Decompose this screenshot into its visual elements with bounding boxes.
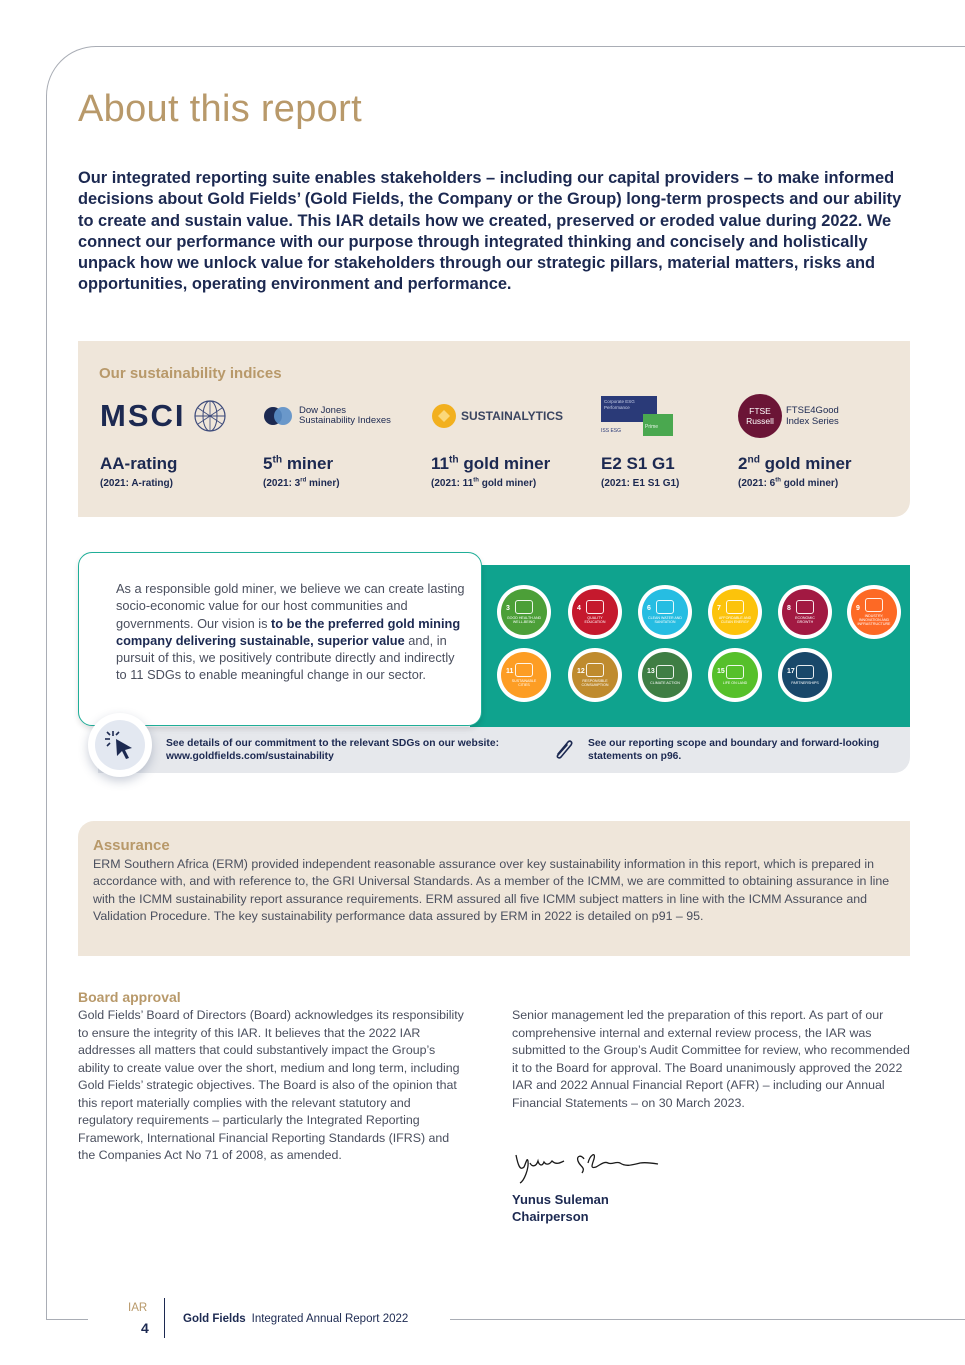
sdg-15-label: LIFE ON LAND (722, 681, 748, 685)
board-approval-col2: Senior management led the preparation of this report. As part of our comprehensive internal and external review process, the IAR was submitted to the Group’s Audit Committee for review, who recommended it to the Board for approval. The Board unanimously approved the 2022 IAR and 2022 Annual Financial Report (AFR) – including our Annual Financial Statements – on 30 March 2023. (512, 1008, 910, 1110)
sdg-7-icon (708, 585, 762, 639)
sdg-4-icon (568, 585, 622, 639)
index-iss-esg (601, 396, 679, 489)
frame-line-left (46, 95, 47, 1320)
iss-esg-rating: E2 S1 G1 (601, 454, 675, 473)
iss-esg-prior-rating: (2021: E1 S1 G1) (601, 478, 680, 489)
msci-rating: AA-rating (100, 454, 178, 473)
dow-jones-line2: Sustainability Indexes (299, 415, 391, 426)
sdg-8-glyph (796, 600, 814, 614)
sdg-11-icon (497, 648, 551, 702)
sdg-9-glyph (865, 598, 883, 612)
sdg-12-glyph (586, 663, 604, 677)
sdg-8-icon (778, 585, 832, 639)
sdg-6-badge (642, 589, 688, 635)
signer-role: Chairperson (512, 1209, 589, 1224)
index-dow-jones (263, 396, 391, 489)
sdg-9-badge (851, 589, 897, 635)
index-sustainalytics (431, 396, 563, 489)
footer-brand: Gold Fields Integrated Annual Report 2022 (183, 1313, 409, 1325)
sdg-13-badge (642, 652, 688, 698)
dow-jones-prior-rating: (2021: 3rd miner) (263, 477, 340, 489)
sdg-3-number: 3 (506, 605, 510, 612)
sdg-3-glyph (515, 600, 533, 614)
sdg-7-number: 7 (717, 605, 721, 612)
sdg-17-label: PARTNERSHIPS (791, 681, 819, 685)
sdg-13-icon (638, 648, 692, 702)
sdg-7-badge (712, 589, 758, 635)
sdg-3-label: GOOD HEALTH AND WELL-BEING (506, 616, 542, 624)
chairperson-signature (512, 1145, 662, 1185)
dow-jones-line1: Dow Jones (299, 405, 346, 416)
iss-esg-small: ISS ESG (601, 428, 622, 434)
ftse-rating: 2nd gold miner (738, 454, 852, 473)
sdg-4-label: QUALITY EDUCATION (584, 616, 606, 624)
footer-divider (164, 1298, 165, 1338)
ftse4good-line1: FTSE4Good (786, 405, 839, 416)
page-number: 4 (141, 1320, 149, 1336)
board-approval-col1: Gold Fields’ Board of Directors (Board) acknowledges its responsibility to ensure the integrity of this IAR. It believes that the 2022 IAR addresses all matters that could substantively impact the Group’s ability to create value over the short, medium and long term, including Gold Fields’ strategic objectives. The Board is also of the opinion that this report materially complies with the relevant statutory and regulatory requirements – particularly the Integrated Reporting Framework, International Financial Reporting Standards (IFRS) and the Companies Act No 71 of 2008, as amended. (78, 1008, 464, 1162)
vision-text: As a responsible gold miner, we believe we can create lasting socio-economic value for our host communities and governments. Our vision is to be the preferred gold mining company delivering sustainable, superior value and, in pursuit of this, we positively contribute directly and indirectly to 11 SDGs to enable meaningful change in our sector. (116, 581, 465, 683)
signer-block (512, 1191, 609, 1225)
sdg-6-number: 6 (647, 605, 651, 612)
iss-esg-logo (601, 396, 676, 436)
frame-line-bottom-left (46, 1319, 88, 1320)
sdg-15-glyph (726, 665, 744, 679)
board-approval-title: Board approval (78, 989, 181, 1005)
sustainability-indices-panel (78, 341, 910, 517)
sdg-8-label: ECONOMIC GROWTH (795, 616, 815, 624)
sdg-11-glyph (515, 663, 533, 677)
intro-paragraph: Our integrated reporting suite enables stakeholders – including our capital providers – to make informed decisions about Gold Fields’ (Gold Fields, the Company or the Group) long-term prospects and our ability to create and sustain value. This IAR details how we created, preserved or eroded value during 2022. We connect our performance with our purpose through integrated thinking and concisely and holistically unpack how we unlock value for stakeholders through our strategic pillars, material matters, risks and opportunities, operating environment and performance. (78, 169, 902, 294)
sdg-8-number: 8 (787, 605, 791, 612)
sdg-9-number: 9 (856, 605, 860, 612)
sdg-17-icon (778, 648, 832, 702)
index-msci (100, 396, 228, 489)
sdg-11-number: 11 (506, 668, 514, 675)
dow-jones-rating: 5th miner (263, 454, 334, 473)
sustainalytics-prior-rating: (2021: 11th gold miner) (431, 477, 537, 489)
sdg-9-label: INDUSTRY, INNOVATION AND INFRASTRUCTURE (857, 614, 891, 626)
sdg-13-glyph (656, 665, 674, 679)
sdg-12-label: RESPONSIBLE CONSUMPTION (581, 679, 609, 687)
frame-line-top (95, 46, 965, 47)
sdg-15-icon (708, 648, 762, 702)
assurance-panel (78, 821, 910, 956)
sdg-15-number: 15 (717, 668, 725, 675)
paperclip-icon (550, 736, 578, 764)
sdg-15-badge (712, 652, 758, 698)
iss-esg-prime-badge: Prime (643, 414, 673, 436)
msci-prior-rating: (2021: A-rating) (100, 478, 173, 489)
ftse-logo (738, 396, 852, 436)
signer-name: Yunus Suleman (512, 1192, 609, 1207)
sdg-7-label: AFFORDABLE AND CLEAN ENERGY (718, 616, 752, 624)
sdg-4-glyph (586, 600, 604, 614)
sdg-13-label: CLIMATE ACTION (650, 681, 680, 685)
sdg-17-glyph (796, 665, 814, 679)
cursor-badge (88, 713, 152, 777)
sdg-3-badge (501, 589, 547, 635)
dow-jones-circles-icon (263, 406, 295, 426)
sdg-11-badge (501, 652, 547, 698)
msci-wordmark: MSCI (100, 398, 186, 433)
sdg-website-link[interactable]: See details of our commitment to the relevant SDGs on our website: www.goldfields.com/sustainability (166, 738, 499, 762)
msci-logo (100, 396, 228, 436)
sdg-12-badge (572, 652, 618, 698)
sdg-3-icon (497, 585, 551, 639)
frame-line-bottom-right (450, 1319, 965, 1320)
sdg-12-icon (568, 648, 622, 702)
dow-jones-logo (263, 396, 391, 436)
indices-title: Our sustainability indices (99, 365, 282, 382)
index-ftse4good (738, 396, 852, 489)
msci-globe-icon (192, 398, 228, 434)
sdg-8-badge (782, 589, 828, 635)
sdg-17-badge (782, 652, 828, 698)
sdg-17-number: 17 (787, 668, 795, 675)
sustainalytics-sun-icon (431, 403, 457, 429)
sdg-7-glyph (726, 600, 744, 614)
assurance-title: Assurance (93, 837, 170, 854)
sdg-9-icon (847, 585, 901, 639)
sdg-4-number: 4 (577, 605, 581, 612)
sdg-12-number: 12 (577, 668, 585, 675)
sdg-6-label: CLEAN WATER AND SANITATION (648, 616, 682, 624)
reporting-scope-link[interactable]: See our reporting scope and boundary and forward-looking statements on p96. (588, 738, 880, 762)
sdg-4-badge (572, 589, 618, 635)
ftse-russell-badge: FTSE Russell (738, 394, 782, 438)
sdg-6-glyph (656, 600, 674, 614)
sdg-11-label: SUSTAINABLE CITIES (511, 679, 537, 687)
sustainalytics-logo (431, 396, 563, 436)
ftse-prior-rating: (2021: 6th gold miner) (738, 477, 839, 489)
sdg-13-number: 13 (647, 668, 655, 675)
sustainalytics-wordmark: SUSTAINALYTICS (461, 409, 564, 423)
iss-esg-panel: Corporate ESG Performance (601, 396, 657, 422)
vision-card (78, 552, 482, 726)
cursor-click-icon (103, 728, 137, 762)
ftse4good-line2: Index Series (786, 416, 839, 427)
page-title: About this report (78, 88, 362, 130)
assurance-text: ERM Southern Africa (ERM) provided independent reasonable assurance over key sustainability information in this report, which is prepared in accordance with, and with reference to, the GRI Universal Standards. As a member of the ICMM, we are committed to obtaining assurance in line with the ICMM sustainability report assurance requirements. ERM assured all five ICMM subject matters in line with the ICMM Assurance and Validation Procedure. The key sustainability performance data assured by ERM in 2022 is detailed on p91 – 95. (93, 857, 890, 924)
sdg-6-icon (638, 585, 692, 639)
links-bar (98, 727, 910, 773)
sustainalytics-rating: 11th gold miner (431, 454, 551, 473)
footer-label: IAR (128, 1302, 148, 1314)
